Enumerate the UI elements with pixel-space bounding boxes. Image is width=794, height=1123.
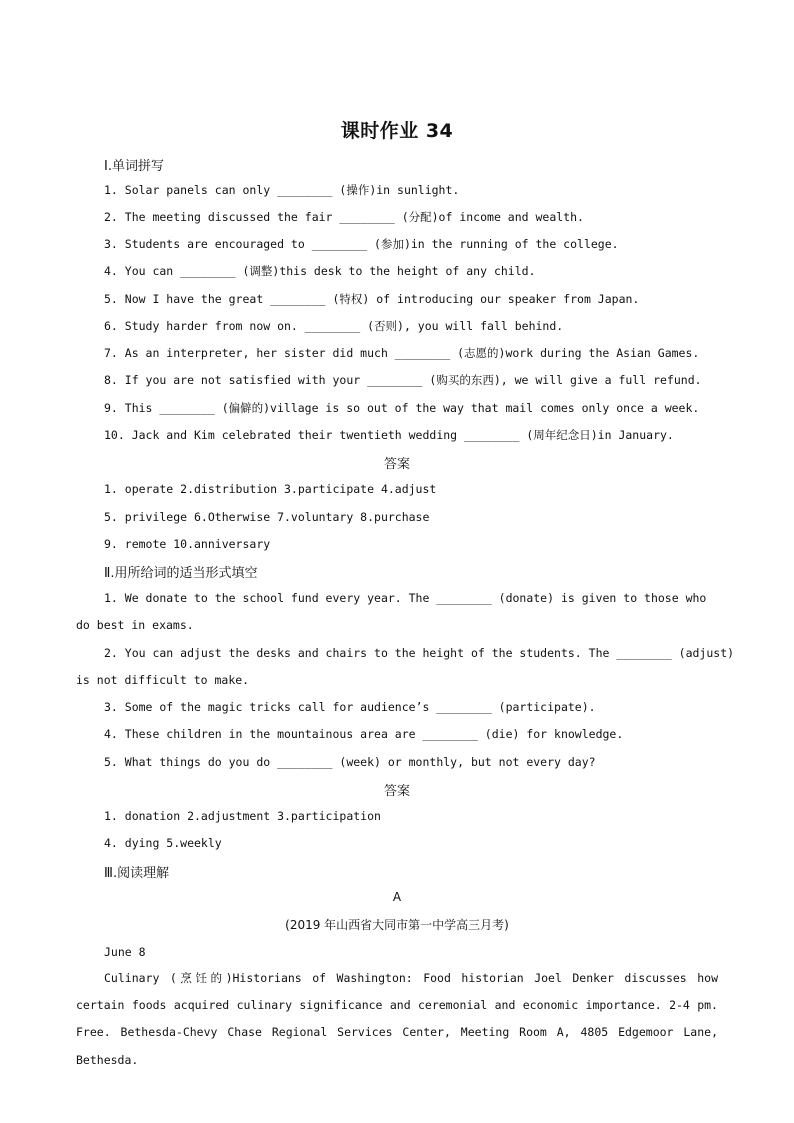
- question-2-5: 5. What things do you do ________ (week) or monthly, but not every day?: [104, 755, 596, 769]
- passage-date: June 8: [104, 945, 146, 959]
- passage-paragraph: Culinary (烹饪的)Historians of Washington: Food historian Joel Denker discusses how certain foods acquired culinary significance and ceremonial and economic importance. 2-4 pm. Free. Bethesda-Chevy Chase Regional Services Center, Meeting Room A, 4805 Edgemoor Lane, Bethesda.: [76, 971, 718, 1067]
- question-2-4: 4. These children in the mountainous area are ________ (die) for knowledge.: [104, 727, 624, 741]
- question-1-3: 3. Students are encouraged to ________ (参加)in the running of the college.: [104, 237, 619, 251]
- question-1-6: 6. Study harder from now on. ________ (否则), you will fall behind.: [104, 319, 564, 333]
- section-2-answer-line-2: 4. dying 5.weekly: [104, 836, 222, 850]
- question-2-2-line-2: is not difficult to make.: [76, 673, 250, 687]
- question-2-3: 3. Some of the magic tricks call for audience’s ________ (participate).: [104, 700, 596, 714]
- section-1-answer-line-2: 5. privilege 6.Otherwise 7.voluntary 8.purchase: [104, 510, 430, 524]
- section-3-heading: Ⅲ.阅读理解: [104, 866, 170, 881]
- question-2-1-line-1: 1. We donate to the school fund every year. The ________ (donate) is given to those who: [104, 591, 707, 605]
- question-1-1: 1. Solar panels can only ________ (操作)in sunlight.: [104, 183, 460, 197]
- section-1-answer-line-3: 9. remote 10.anniversary: [104, 537, 271, 551]
- question-1-9: 9. This ________ (偏僻的)village is so out of the way that mail comes only once a week.: [104, 401, 700, 415]
- question-1-8: 8. If you are not satisfied with your ________ (购买的东西), we will give a full refund.: [104, 373, 702, 387]
- section-2-answer-line-1: 1. donation 2.adjustment 3.participation: [104, 809, 381, 823]
- section-2-answer-heading: 答案: [383, 784, 410, 799]
- question-1-10: 10. Jack and Kim celebrated their twentieth wedding ________ (周年纪念日)in January.: [104, 428, 674, 442]
- question-1-5: 5. Now I have the great ________ (特权) of introducing our speaker from Japan.: [104, 292, 640, 306]
- section-1-answer-line-1: 1. operate 2.distribution 3.participate 4.adjust: [104, 482, 437, 496]
- section-1-answer-heading: 答案: [383, 457, 410, 472]
- section-1-heading: Ⅰ.单词拼写: [104, 159, 164, 174]
- question-1-7: 7. As an interpreter, her sister did much ________ (志愿的)work during the Asian Games.: [104, 346, 700, 360]
- question-2-1-line-2: do best in exams.: [76, 618, 194, 632]
- question-2-2-line-1: 2. You can adjust the desks and chairs to the height of the students. The ________ (adjust): [104, 646, 735, 660]
- passage-source: (2019 年山西省大同市第一中学高三月考): [285, 918, 509, 932]
- question-1-4: 4. You can ________ (调整)this desk to the height of any child.: [104, 264, 536, 278]
- passage-label: A: [392, 890, 402, 904]
- page-title: 课时作业 34: [340, 120, 454, 142]
- question-1-2: 2. The meeting discussed the fair ________ (分配)of income and wealth.: [104, 210, 584, 224]
- section-2-heading: Ⅱ.用所给词的适当形式填空: [104, 566, 258, 581]
